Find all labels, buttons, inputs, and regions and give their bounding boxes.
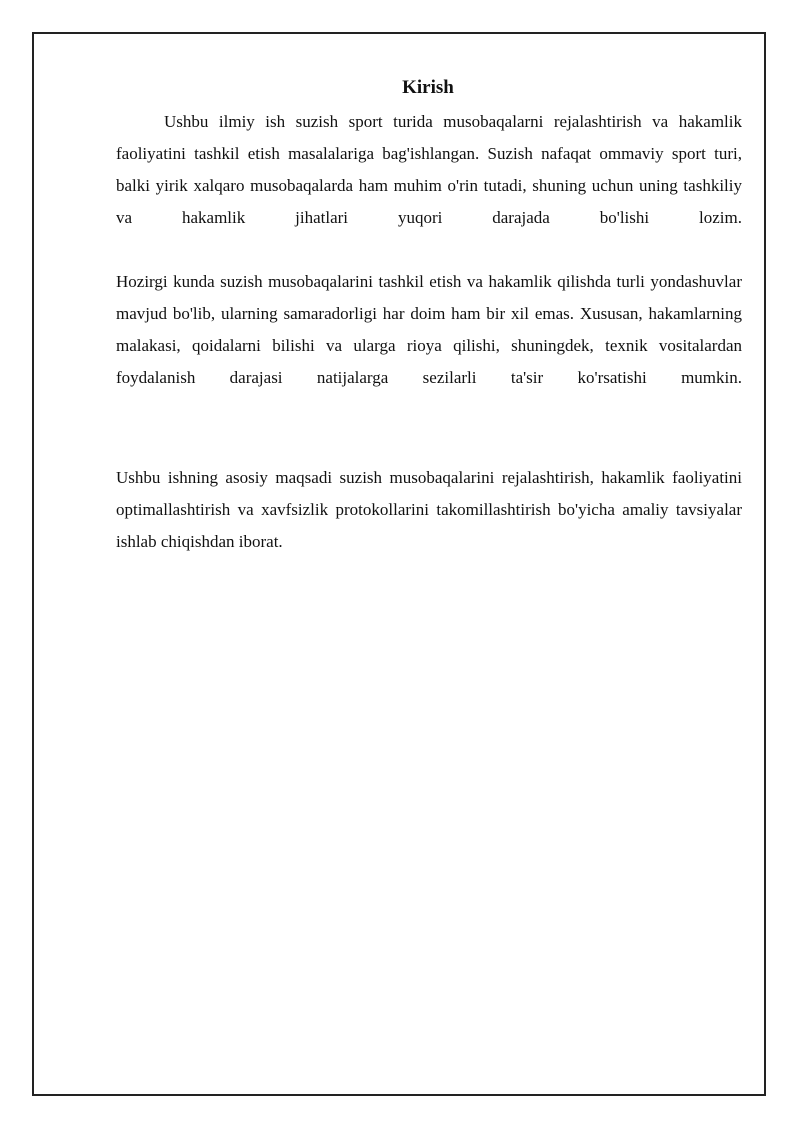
document-title: Kirish: [402, 77, 454, 98]
paragraph-introduction: Ushbu ilmiy ish suzish sport turida musobaqalarni rejalashtirish va hakamlik faoliyatini tashkil etish masalalariga bag'ishlangan. Suzish nafaqat ommaviy sport turi, balki yirik xalqaro musobaqalarda ham muhim o'rin tutadi, shuning uchun uning tashkiliy va hakamlik jihatlari yuqori darajada bo'lishi lozim.: [116, 112, 742, 227]
paragraph-main-goal: Ushbu ishning asosiy maqsadi suzish musobaqalarini rejalashtirish, hakamlik faoliyatini optimallashtirish va xavfsizlik protokollarini takomillashtirish bo'yicha amaliy tavsiyalar ishlab chiqishdan iborat.: [116, 468, 742, 551]
paragraph-current-approaches: Hozirgi kunda suzish musobaqalarini tashkil etish va hakamlik qilishda turli yondashuvlar mavjud bo'lib, ularning samaradorligi har doim ham bir xil emas. Xususan, hakamlarning malakasi, qoidalarni bilishi va ularga rioya qilishi, shuningdek, texnik vositalardan foydalanish darajasi natijalarga sezilarli ta'sir ko'rsatishi mumkin.: [116, 272, 742, 387]
